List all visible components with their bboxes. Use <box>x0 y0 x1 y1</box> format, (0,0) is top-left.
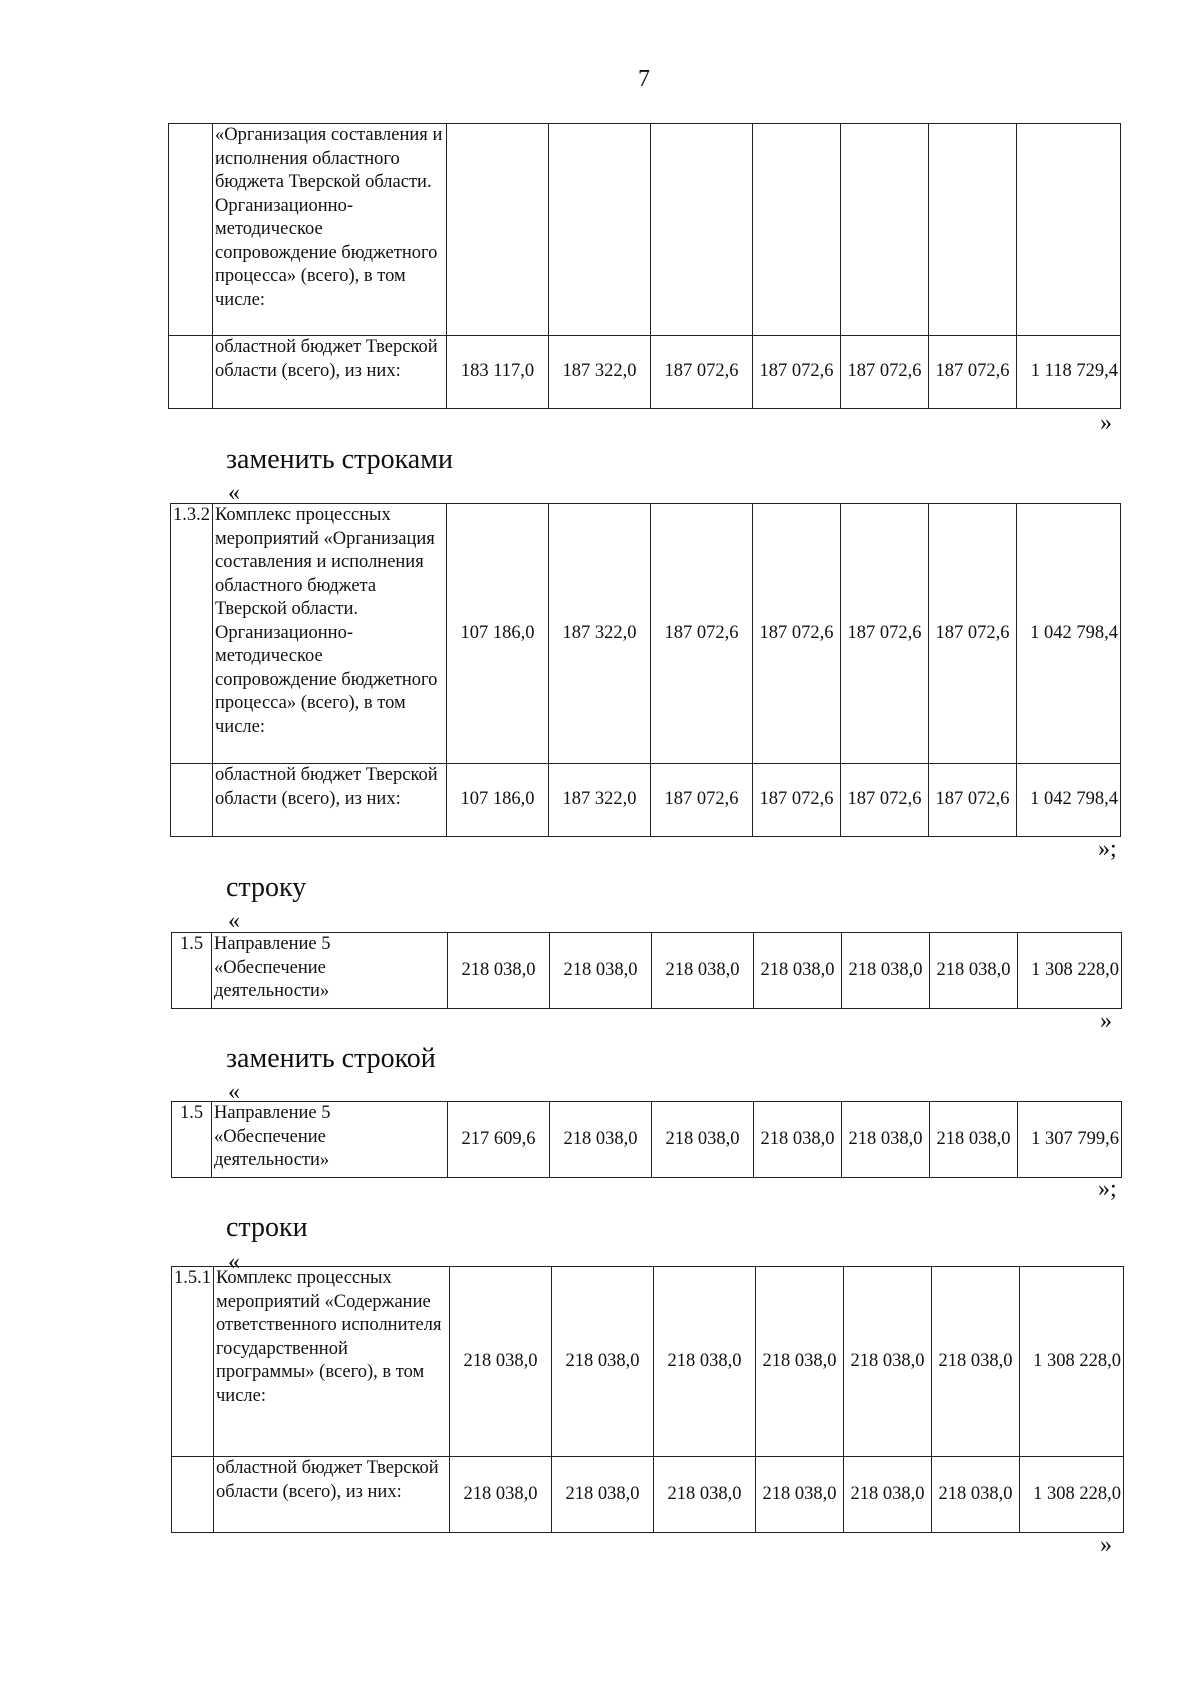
value-cell: 187 072,6 <box>651 336 753 409</box>
table-row <box>169 336 1121 409</box>
value-cell: 187 072,6 <box>651 504 753 764</box>
value-cell: 187 072,6 <box>929 764 1017 837</box>
value-cell: 218 038,0 <box>756 1457 844 1533</box>
row-number: 1.3.2 <box>171 504 213 764</box>
value-cell <box>549 124 651 336</box>
value-cell: 218 038,0 <box>756 1267 844 1457</box>
opening-quote: « <box>228 1249 240 1275</box>
row-number <box>171 764 213 837</box>
value-cell <box>929 124 1017 336</box>
value-cell: 218 038,0 <box>652 933 754 1009</box>
closing-quote: » <box>1100 1532 1112 1558</box>
new-direction-table <box>171 1101 1122 1178</box>
value-cell: 107 186,0 <box>447 504 549 764</box>
old-budget-table <box>168 123 1121 409</box>
value-cell: 187 072,6 <box>753 336 841 409</box>
instruction-replace-rows: заменить строками <box>226 444 453 475</box>
value-cell: 218 038,0 <box>930 933 1018 1009</box>
value-cell: 218 038,0 <box>550 933 652 1009</box>
value-cell: 187 072,6 <box>841 764 929 837</box>
value-cell: 218 038,0 <box>930 1102 1018 1178</box>
instruction-replace-row: заменить строкой <box>226 1043 436 1074</box>
total-cell: 1 307 799,6 <box>1018 1102 1122 1178</box>
value-cell: 218 038,0 <box>448 933 550 1009</box>
value-cell: 218 038,0 <box>754 1102 842 1178</box>
page-number: 7 <box>638 66 650 92</box>
row-number: 1.5 <box>172 1102 212 1178</box>
total-cell: 1 042 798,4 <box>1017 504 1121 764</box>
value-cell: 107 186,0 <box>447 764 549 837</box>
instruction-rows: строки <box>226 1212 308 1243</box>
value-cell <box>447 124 549 336</box>
value-cell: 187 072,6 <box>753 764 841 837</box>
row-name: Комплекс процессных мероприятий «Содержание ответственного исполнителя государственной программы» (всего), в том числе: <box>214 1267 450 1457</box>
value-cell: 187 322,0 <box>549 504 651 764</box>
row-number: 1.5.1 <box>172 1267 214 1457</box>
value-cell: 218 038,0 <box>754 933 842 1009</box>
value-cell: 218 038,0 <box>654 1457 756 1533</box>
table-row <box>171 504 1121 764</box>
row-name: Направление 5 «Обеспечение деятельности» <box>212 1102 448 1178</box>
value-cell <box>753 124 841 336</box>
table-row <box>172 1457 1124 1533</box>
value-cell: 218 038,0 <box>552 1267 654 1457</box>
table-row <box>172 1102 1122 1178</box>
value-cell: 218 038,0 <box>654 1267 756 1457</box>
total-cell: 1 308 228,0 <box>1020 1267 1124 1457</box>
total-cell <box>1017 124 1121 336</box>
row-name: Комплекс процессных мероприятий «Организация составления и исполнения областного бюджета Тверской области. Организационно-методическое сопровождение бюджетного процесса» (всего), в том числе: <box>213 504 447 764</box>
value-cell: 187 322,0 <box>549 336 651 409</box>
value-cell: 187 072,6 <box>929 336 1017 409</box>
old-direction-table <box>171 932 1122 1009</box>
row-name: областной бюджет Тверской области (всего), из них: <box>214 1457 450 1533</box>
row-number <box>169 336 213 409</box>
value-cell: 187 072,6 <box>929 504 1017 764</box>
row-number: 1.5 <box>172 933 212 1009</box>
value-cell: 187 072,6 <box>841 504 929 764</box>
opening-quote: « <box>228 480 240 506</box>
content-support-table <box>171 1266 1124 1533</box>
row-name: Направление 5 «Обеспечение деятельности» <box>212 933 448 1009</box>
closing-quote: »; <box>1098 836 1117 862</box>
table-row <box>172 933 1122 1009</box>
value-cell: 218 038,0 <box>450 1457 552 1533</box>
row-number <box>172 1457 214 1533</box>
table-row <box>171 764 1121 837</box>
row-name: областной бюджет Тверской области (всего), из них: <box>213 764 447 837</box>
value-cell: 187 072,6 <box>841 336 929 409</box>
value-cell <box>651 124 753 336</box>
closing-quote: »; <box>1098 1176 1117 1202</box>
value-cell: 187 322,0 <box>549 764 651 837</box>
value-cell: 218 038,0 <box>550 1102 652 1178</box>
row-name: областной бюджет Тверской области (всего), из них: <box>213 336 447 409</box>
closing-quote: » <box>1100 1008 1112 1034</box>
total-cell: 1 118 729,4 <box>1017 336 1121 409</box>
value-cell: 218 038,0 <box>844 1267 932 1457</box>
value-cell: 183 117,0 <box>447 336 549 409</box>
value-cell: 218 038,0 <box>652 1102 754 1178</box>
value-cell: 218 038,0 <box>552 1457 654 1533</box>
value-cell: 218 038,0 <box>932 1267 1020 1457</box>
opening-quote: « <box>228 1079 240 1105</box>
new-budget-table <box>170 503 1121 837</box>
table-row <box>172 1267 1124 1457</box>
value-cell: 187 072,6 <box>753 504 841 764</box>
opening-quote: « <box>228 908 240 934</box>
table-row <box>169 124 1121 336</box>
instruction-row: строку <box>226 872 307 903</box>
total-cell: 1 042 798,4 <box>1017 764 1121 837</box>
value-cell <box>841 124 929 336</box>
closing-quote: » <box>1100 410 1112 436</box>
value-cell: 217 609,6 <box>448 1102 550 1178</box>
value-cell: 218 038,0 <box>844 1457 932 1533</box>
total-cell: 1 308 228,0 <box>1020 1457 1124 1533</box>
value-cell: 218 038,0 <box>932 1457 1020 1533</box>
value-cell: 218 038,0 <box>842 1102 930 1178</box>
row-number <box>169 124 213 336</box>
value-cell: 187 072,6 <box>651 764 753 837</box>
row-name: «Организация составления и исполнения областного бюджета Тверской области. Организационно-методическое сопровождение бюджетного процесса» (всего), в том числе: <box>213 124 447 336</box>
value-cell: 218 038,0 <box>842 933 930 1009</box>
value-cell: 218 038,0 <box>450 1267 552 1457</box>
total-cell: 1 308 228,0 <box>1018 933 1122 1009</box>
